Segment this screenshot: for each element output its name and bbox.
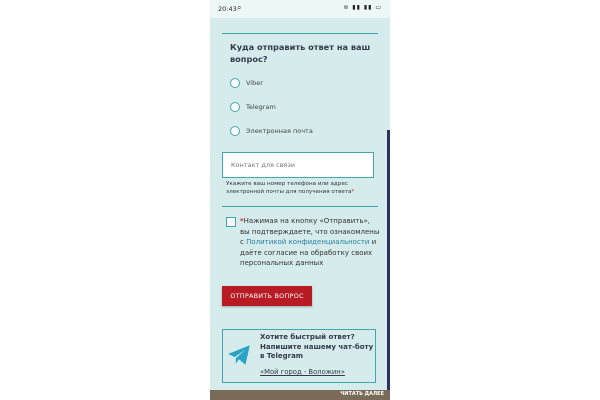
required-mark: * <box>240 217 244 225</box>
consent-text <box>240 216 380 269</box>
divider <box>222 33 378 34</box>
status-time: 20:43 <box>218 5 237 13</box>
consent-text-before: Нажимая на кнопку «Отправить», вы подтверждаете, что ознакомлены с <box>240 217 380 246</box>
radio-email[interactable] <box>230 126 240 136</box>
telegram-icon <box>226 342 252 368</box>
contact-input[interactable]: Контакт для связи <box>222 152 374 178</box>
phone-screen <box>210 0 390 400</box>
telegram-title: Хотите быстрый ответ? Напишите нашему чат-боту в Telegram <box>260 333 374 360</box>
bottom-banner-text: ЧИТАТЬ ДАЛЕЕ <box>340 391 384 397</box>
status-bar <box>210 0 390 18</box>
scrollbar[interactable] <box>387 130 390 392</box>
consent-checkbox[interactable] <box>226 217 236 227</box>
contact-hint <box>226 181 376 196</box>
divider <box>222 206 378 207</box>
bottom-banner[interactable] <box>210 390 390 400</box>
search-icon: ⌕ <box>237 3 242 12</box>
option-label: Viber <box>246 79 263 87</box>
consent-text-after: и даёте согласие на обработку своих персональных данных <box>240 238 377 267</box>
required-mark: * <box>351 188 355 195</box>
option-label: Электронная почта <box>246 127 313 135</box>
radio-telegram[interactable] <box>230 102 240 112</box>
radio-viber[interactable] <box>230 78 240 88</box>
submit-button[interactable]: ОТПРАВИТЬ ВОПРОС <box>222 286 312 306</box>
status-icons: ≋ ▮▮ ▮▮ ▭ <box>343 4 382 11</box>
telegram-promo[interactable] <box>222 329 376 383</box>
question-title: Куда отправить ответ на ваш вопрос? <box>230 42 371 64</box>
option-label: Telegram <box>246 103 276 111</box>
telegram-link[interactable]: «Мой город - Воложин» <box>260 368 345 376</box>
contact-hint-text: Укажите ваш номер телефона или адрес электронной почты для получения ответа <box>226 181 352 195</box>
privacy-policy-link[interactable]: Политикой конфиденциальности <box>246 238 370 246</box>
option-email[interactable] <box>230 125 313 137</box>
option-telegram[interactable] <box>230 101 276 113</box>
option-viber[interactable] <box>230 77 263 89</box>
